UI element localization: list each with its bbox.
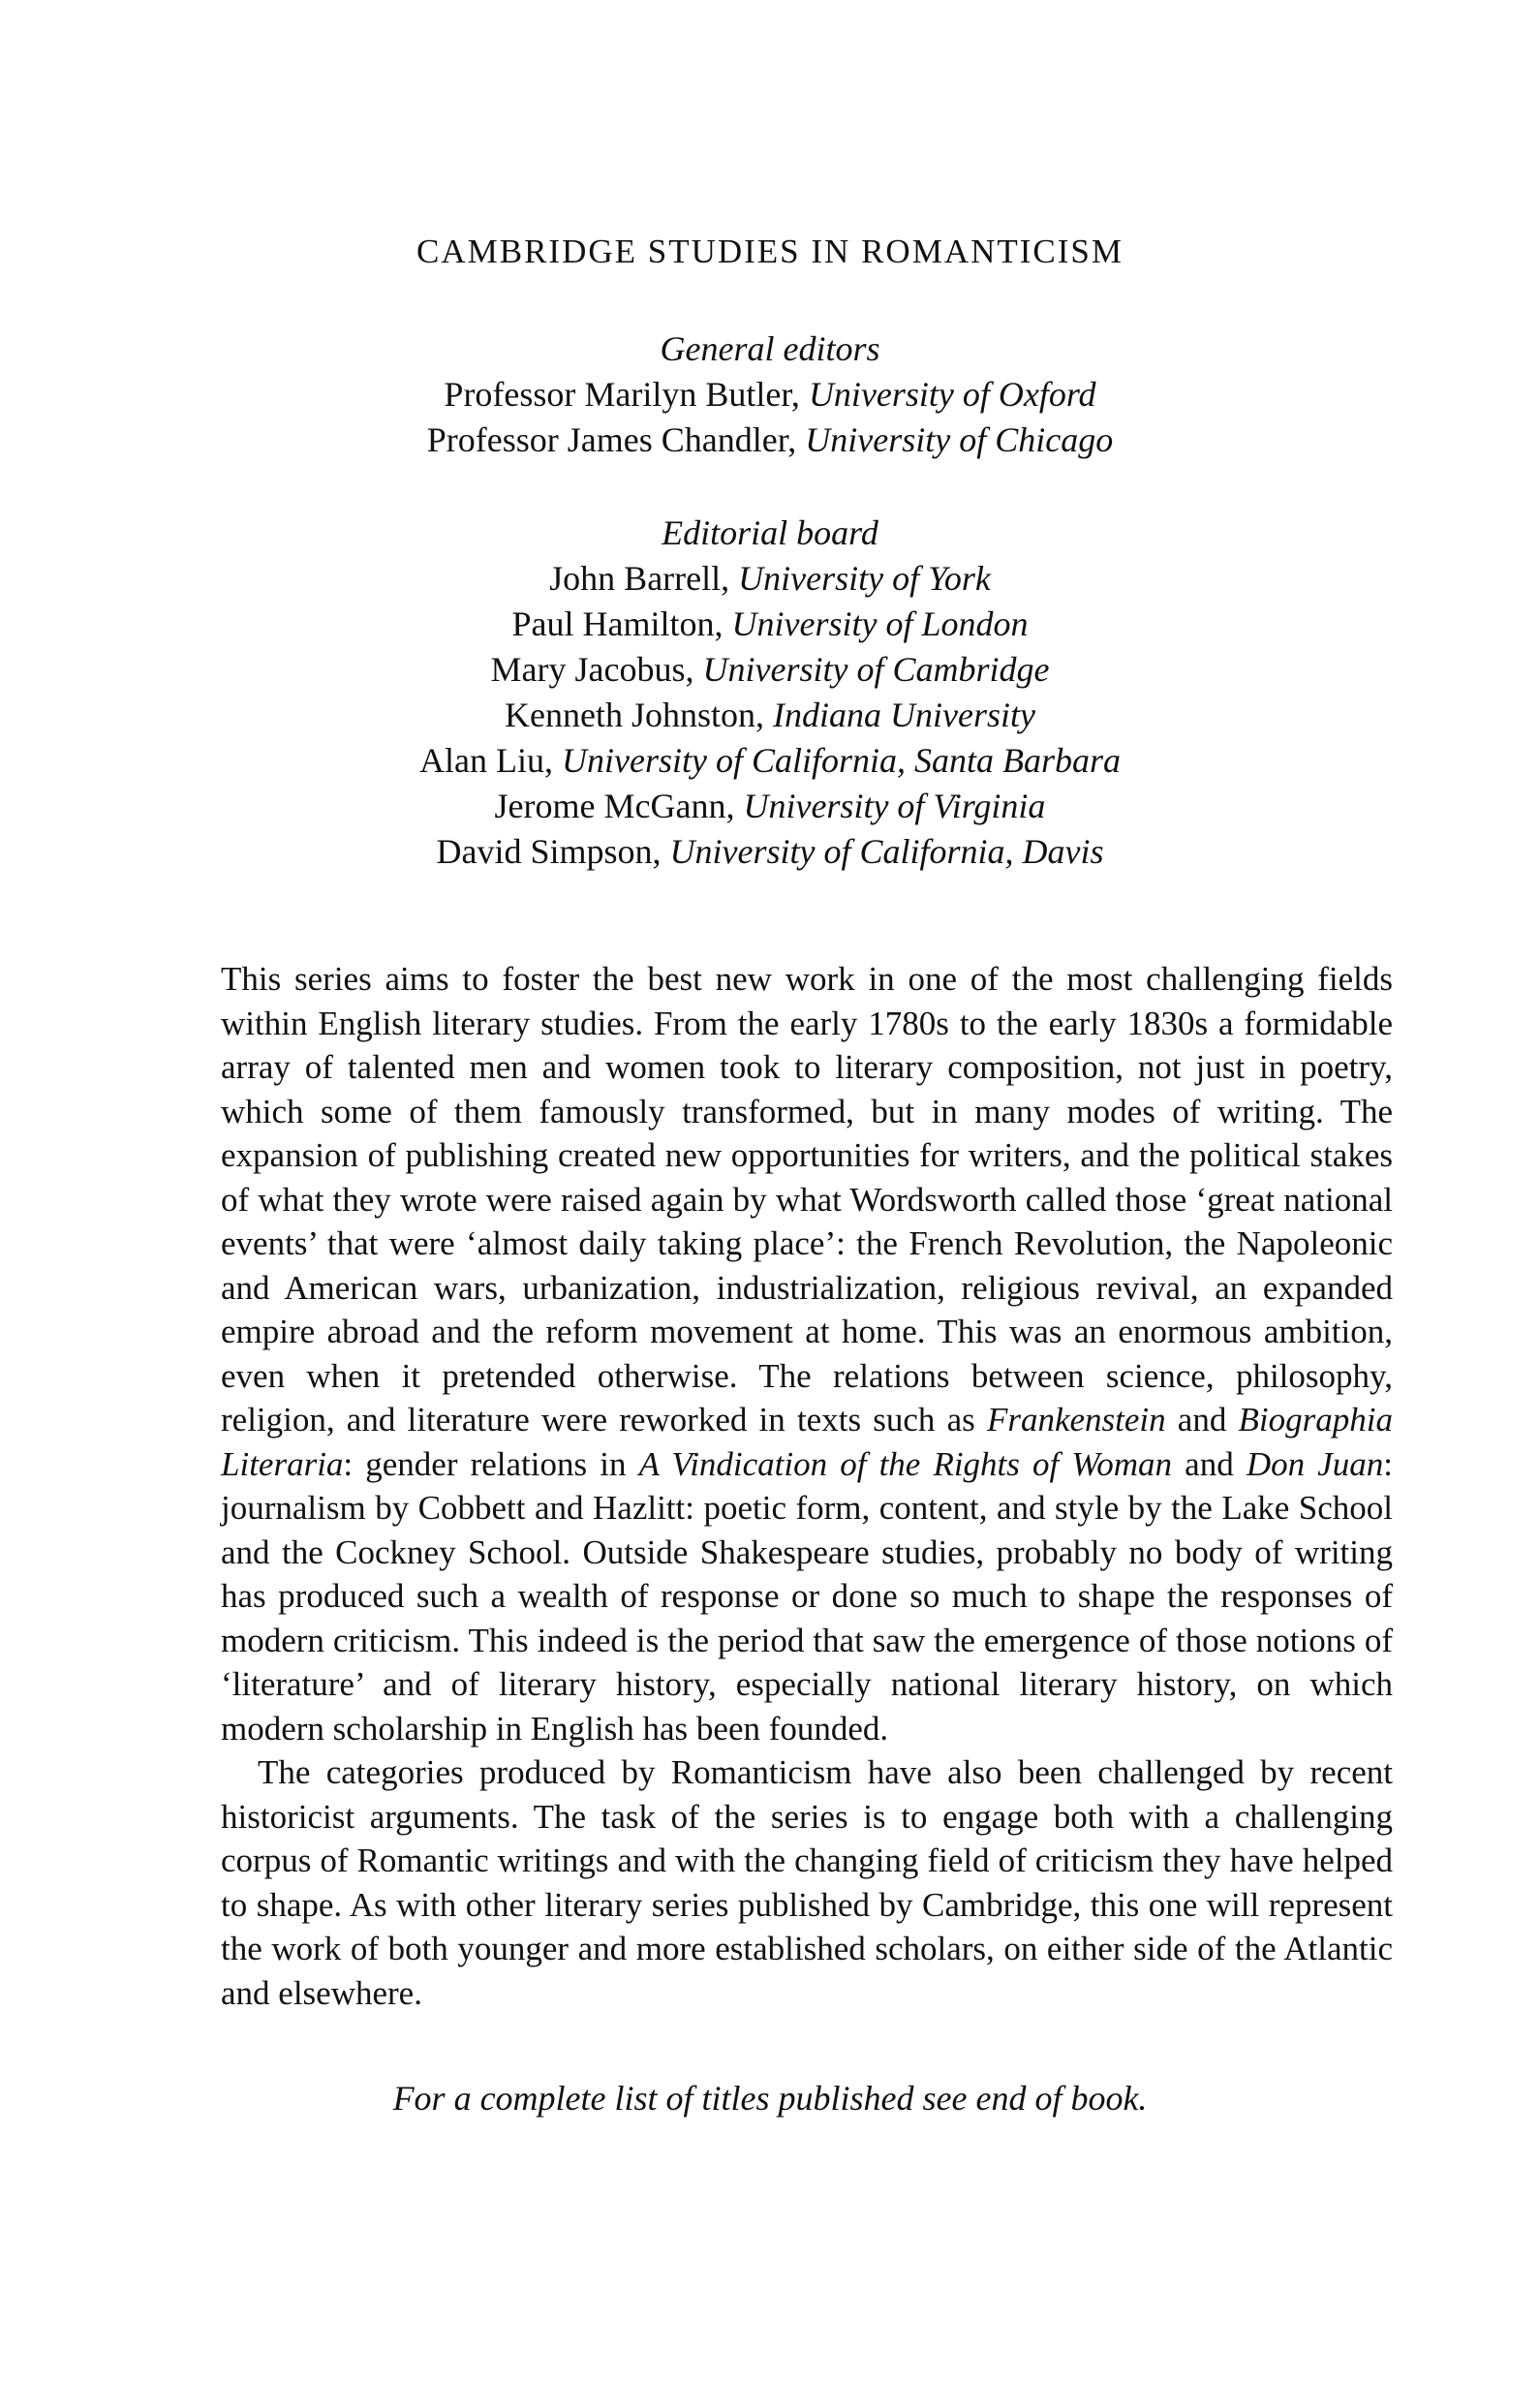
title-biographia-literaria: Biographia Literaria <box>221 1401 1393 1483</box>
editor-affiliation: University of Chicago <box>805 420 1114 459</box>
editor-affiliation: University of Oxford <box>808 375 1096 414</box>
title-don-juan: Don Juan <box>1246 1444 1384 1483</box>
editorial-board-block <box>0 511 1540 875</box>
description-paragraph-2: The categories produced by Romanticism have also been challenged by recent historicist arguments. The task of the series is to engage both with a challenging corpus of Romantic writings and with the changing field of criticism they have helped to shape. As with other literary series published by Cambridge, this one will represent the work of both younger and more established scholars, on either side of the Atlantic and elsewhere. <box>221 1753 1393 2012</box>
editor-name: Professor James Chandler, <box>426 420 806 459</box>
series-title: CAMBRIDGE STUDIES IN ROMANTICISM <box>416 232 1124 270</box>
member-name: John Barrell, <box>549 559 739 598</box>
member-affiliation: University of Cambridge <box>702 650 1050 689</box>
general-editor <box>0 372 1540 418</box>
member-name: Paul Hamilton, <box>511 604 732 643</box>
general-editors-heading: General editors <box>660 329 880 368</box>
member-affiliation: University of Virginia <box>743 787 1046 825</box>
description-paragraph-1: This series aims to foster the best new work in one of the most challenging fields within English literary studies. From the early 1780s to the early 1830s a formidable array of talented men and women took to literary composition, not just in poetry, which some of them famously transformed, but in many modes of writing. The expansion of publishing created new opportunities for writers, and the political stakes of what they wrote were raised again by what Wordsworth called those ‘great national events’ that were ‘almost daily taking place’: the French Revolution, the Napoleonic and American wars, urbanization, industrialization, religious revival, an expanded empire abroad and the reform movement at home. This was an enormous ambition, even when it pretended otherwise. The relations between science, philosophy, religion, and literature were reworked in texts such as Frankenstein and Biographia Literaria: gender relations in A Vindication of the Rights of Woman and Don Juan: journalism by Cobbett and Hazlitt: poetic form, content, and style by the Lake School and the Cockney School. Outside Shakespeare studies, probably no body of writing has produced such a wealth of response or done so much to shape the responses of modern criticism. This indeed is the period that saw the emergence of those notions of ‘literature’ and of literary history, especially national literary history, on which modern scholarship in English has been founded. <box>221 960 1393 1748</box>
board-member <box>0 738 1540 784</box>
editor-name: Professor Marilyn Butler, <box>444 375 809 414</box>
board-member <box>0 647 1540 693</box>
title-frankenstein: Frankenstein <box>986 1401 1166 1439</box>
board-member <box>0 602 1540 647</box>
title-vindication: A Vindication of the Rights of Woman <box>638 1444 1173 1483</box>
general-editor <box>0 418 1540 463</box>
editorial-board-heading: Editorial board <box>662 513 878 552</box>
member-affiliation: University of California, Santa Barbara <box>561 741 1121 780</box>
member-name: Mary Jacobus, <box>490 650 703 689</box>
board-member <box>0 556 1540 602</box>
member-affiliation: University of London <box>731 604 1029 643</box>
series-description <box>221 957 1393 2015</box>
member-name: Jerome McGann, <box>494 787 744 825</box>
member-name: David Simpson, <box>436 832 670 871</box>
board-member <box>0 784 1540 829</box>
member-name: Alan Liu, <box>419 741 562 780</box>
member-name: Kenneth Johnston, <box>505 696 774 734</box>
board-member <box>0 693 1540 738</box>
board-member <box>0 829 1540 875</box>
general-editors-block <box>0 326 1540 463</box>
member-affiliation: University of California, Davis <box>669 832 1104 871</box>
titles-list-note: For a complete list of titles published see end of book. <box>392 2079 1148 2118</box>
member-affiliation: University of York <box>738 559 991 598</box>
member-affiliation: Indiana University <box>773 696 1035 734</box>
